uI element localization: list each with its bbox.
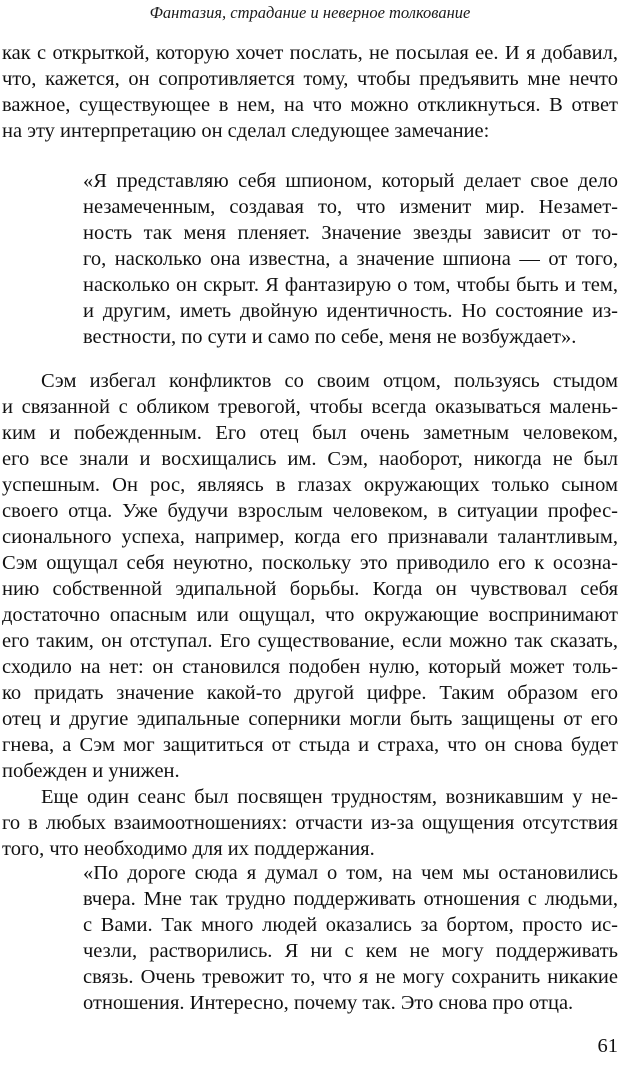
text-line: Сэм ощущал себя неуютно, поскольку это приводило его к осозна- bbox=[2, 552, 618, 574]
text-line: на эту интерпретацию он сделал следующее замечание: bbox=[2, 120, 490, 142]
quote-line: чезли, растворились. Я ни с кем не могу поддерживать bbox=[83, 940, 618, 962]
quote-line: насколько он скрыт. Я фантазирую о том, чтобы быть и тем, bbox=[83, 274, 618, 296]
quote-line: «Я представляю себя шпионом, который делает свое дело bbox=[83, 170, 618, 192]
text-line: того, что необходимо для их поддержания. bbox=[2, 838, 375, 860]
quote-line: вчера. Мне так трудно поддерживать отношения с людьми, bbox=[83, 888, 618, 910]
quote-line: отношения. Интересно, почему так. Это снова про отца. bbox=[83, 992, 574, 1014]
paragraph-2 bbox=[2, 368, 618, 784]
text-line: как с открыткой, которую хочет послать, не посылая ее. И я добавил, bbox=[2, 42, 618, 64]
text-line: ко придать значение какой-то другой цифре. Таким образом его bbox=[2, 682, 618, 704]
block-quote-1 bbox=[83, 168, 618, 350]
text-line: сходило на нет: он становился подобен нулю, который может толь- bbox=[2, 656, 618, 678]
text-line: важное, существующее в нем, на что можно откликнуться. В ответ bbox=[2, 94, 618, 116]
paragraph-1 bbox=[2, 40, 618, 144]
paragraph-3 bbox=[2, 784, 618, 862]
quote-line: и другим, иметь двойную идентичность. Но состояние из- bbox=[83, 300, 618, 322]
text-line: что, кажется, он сопротивляется тому, чтобы предъявить мне нечто bbox=[2, 68, 618, 90]
text-line: его таким, он отступал. Его существование, если можно так сказать, bbox=[2, 630, 618, 652]
block-quote-2 bbox=[83, 860, 618, 1016]
quote-line: го, насколько она известна, а значение шпиона — от того, bbox=[83, 248, 618, 270]
text-line: побежден и унижен. bbox=[2, 760, 180, 782]
quote-line: вестности, по сути и само по себе, меня не возбуждает». bbox=[83, 326, 577, 348]
text-line: Еще один сеанс был посвящен трудностям, возникавшим у не- bbox=[41, 786, 618, 808]
text-line: гнева, а Сэм мог защититься от стыда и страха, что он снова будет bbox=[2, 734, 618, 756]
quote-line: «По дороге сюда я думал о том, на чем мы остановились bbox=[83, 862, 618, 884]
running-head: Фантазия, страдание и неверное толкование bbox=[149, 3, 471, 22]
page-number: 61 bbox=[597, 1035, 618, 1057]
text-line: и связанной с обликом тревогой, чтобы всегда оказываться малень- bbox=[2, 396, 618, 418]
text-line: сионального успеха, например, когда его признавали талантливым, bbox=[2, 526, 618, 548]
quote-line: ность так меня пленяет. Значение звезды зависит от то- bbox=[83, 222, 618, 244]
text-line: ким и побежденным. Его отец был очень заметным человеком, bbox=[2, 422, 618, 444]
text-line: Сэм избегал конфликтов со своим отцом, пользуясь стыдом bbox=[41, 370, 618, 392]
text-line: нию собственной эдипальной борьбы. Когда он чувствовал себя bbox=[2, 578, 618, 600]
text-line: своего отца. Уже будучи взрослым человеком, в ситуации профес- bbox=[2, 500, 618, 522]
text-line: успешным. Он рос, являясь в глазах окружающих только сыном bbox=[2, 474, 618, 496]
quote-line: незамеченным, создавая то, что изменит мир. Незамет- bbox=[83, 196, 618, 218]
text-line: го в любых взаимоотношениях: отчасти из-за ощущения отсутствия bbox=[2, 812, 618, 834]
quote-line: связь. Очень тревожит то, что я не могу сохранить никакие bbox=[83, 966, 618, 988]
text-line: его все знали и восхищались им. Сэм, наоборот, никогда не был bbox=[2, 448, 618, 470]
quote-line: с Вами. Так много людей оказались за бортом, просто ис- bbox=[83, 914, 618, 936]
text-line: отец и другие эдипальные соперники могли быть защищены от его bbox=[2, 708, 618, 730]
text-line: достаточно опасным или ощущал, что окружающие воспринимают bbox=[2, 604, 618, 626]
